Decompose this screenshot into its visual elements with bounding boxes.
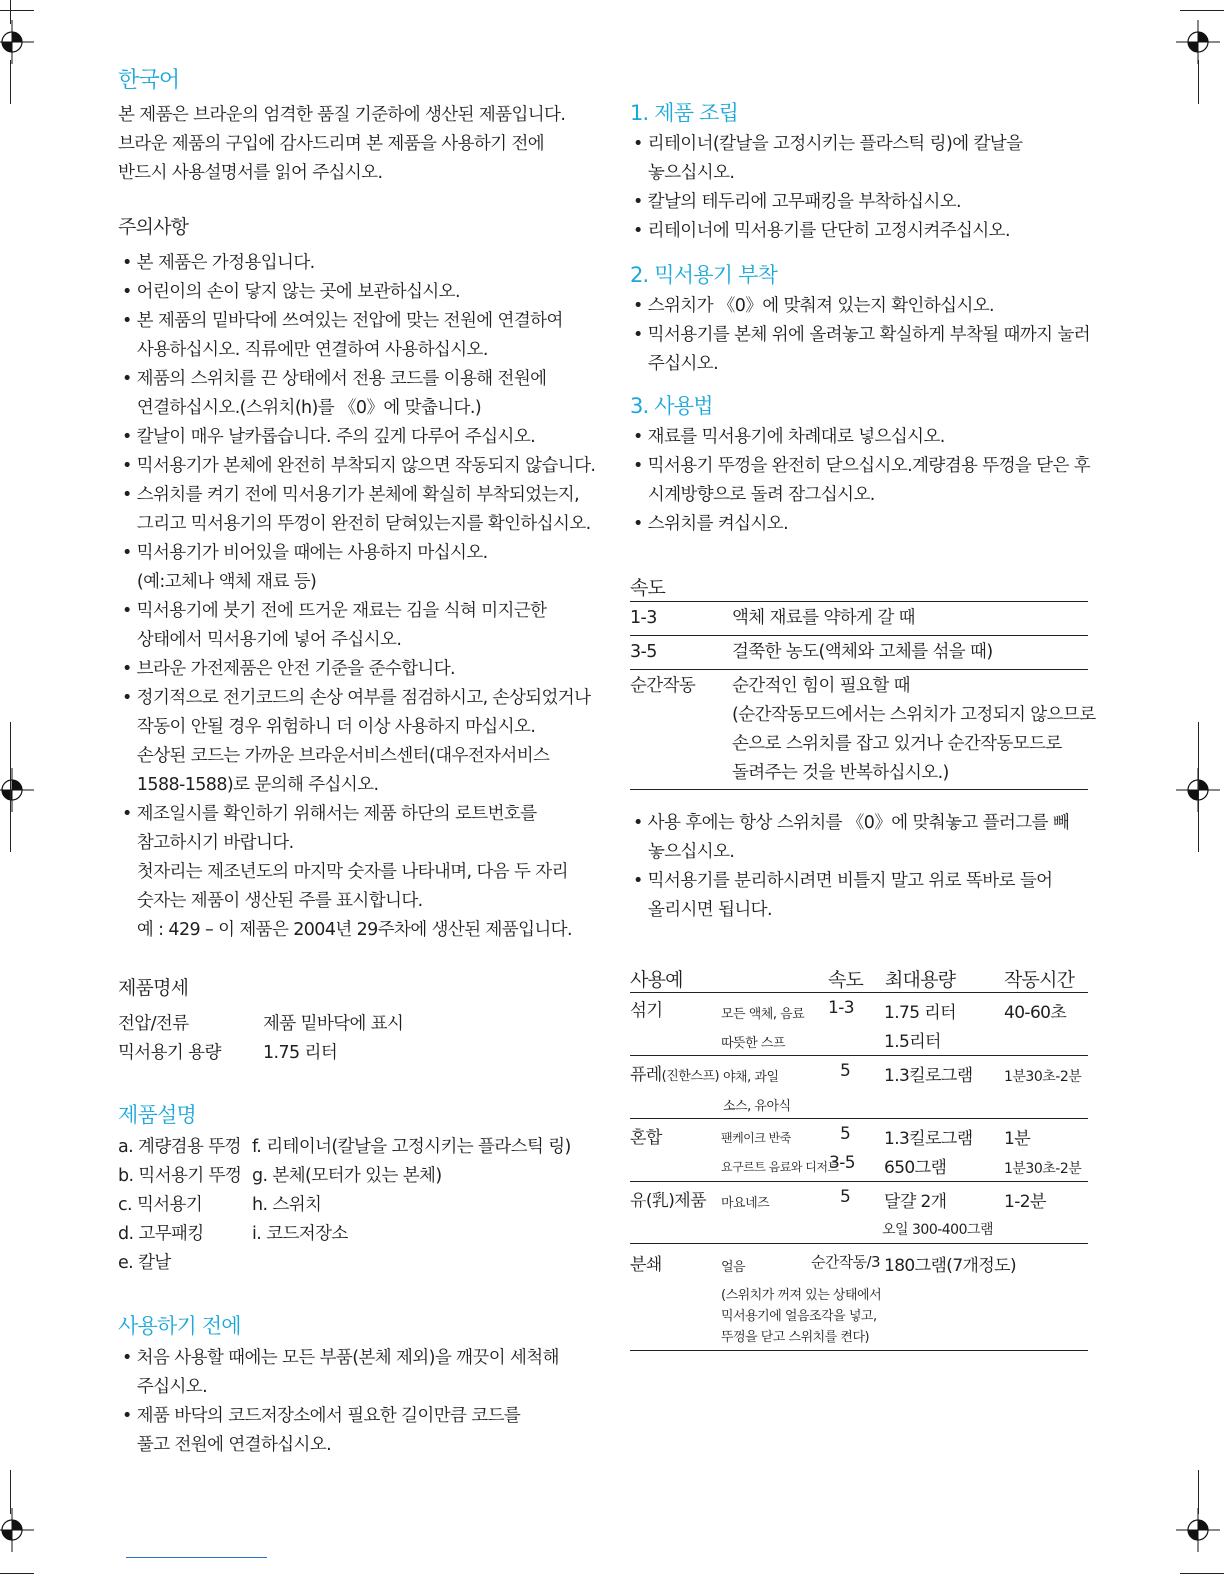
caution-line: 숫자는 제품이 생산된 주를 표시합니다. xyxy=(122,891,423,911)
usage-item: 요구르트 음료와 디저트 xyxy=(721,1160,839,1174)
attach-line: • 스위치가 《0》에 맞춰져 있는지 확인하십시오. xyxy=(633,296,995,316)
usage-max: 180그램(7개정도) xyxy=(884,1256,1017,1276)
usage-speed: 5 xyxy=(840,1061,851,1081)
caution-line: • 제품의 스위치를 끈 상태에서 전용 코드를 이용해 전원에 xyxy=(122,369,547,389)
assembly-line: 놓으십시오. xyxy=(633,163,735,183)
section-assembly-title: 1. 제품 조립 xyxy=(630,101,739,125)
part-label: h. 스위치 xyxy=(252,1195,322,1215)
usage-time: 1-2분 xyxy=(1004,1192,1046,1212)
usage-table-rule xyxy=(630,1181,1088,1182)
part-label: e. 칼날 xyxy=(118,1253,171,1273)
after-line: 놓으십시오. xyxy=(633,842,735,862)
usage-item: 팬케이크 반죽 xyxy=(721,1131,791,1145)
registration-mark-bottom-right xyxy=(1176,1508,1220,1552)
intro-line: 브라운 제품의 구입에 감사드리며 본 제품을 사용하기 전에 xyxy=(118,134,545,154)
usage-time: 1분30초-2분 xyxy=(1004,1069,1082,1085)
intro-line: 반드시 사용설명서를 읽어 주십시오. xyxy=(118,163,383,183)
caution-line: 참고하시기 바랍니다. xyxy=(122,833,294,853)
usage-table-rule xyxy=(630,992,1088,993)
attach-list xyxy=(633,292,1090,379)
speed-title: 속도 xyxy=(630,577,666,599)
usage-max: 1.75 리터 xyxy=(884,1003,956,1023)
usage-item: 야채, 과일 xyxy=(723,1070,779,1085)
caution-line: 사용하십시오. 직류에만 연결하여 사용하십시오. xyxy=(122,340,488,360)
usage-category: 분쇄 xyxy=(630,1255,662,1275)
usage-line: • 재료를 믹서용기에 차례대로 넣으십시오. xyxy=(633,427,945,447)
part-label: c. 믹서용기 xyxy=(118,1195,203,1215)
footer-rule xyxy=(126,1557,267,1558)
description-col-2 xyxy=(252,1133,571,1249)
speed-desc: 돌려주는 것을 반복하십시오.) xyxy=(732,763,949,783)
after-use-list xyxy=(633,809,1069,925)
description-col-1 xyxy=(118,1133,241,1278)
caution-line: (예:고체나 액체 재료 등) xyxy=(122,572,317,592)
usage-header-speed: 속도 xyxy=(828,969,864,991)
usage-category: 유(乳)제품 xyxy=(630,1191,706,1211)
usage-category-note: (진한스프) xyxy=(661,1069,720,1084)
caution-line: 작동이 안될 경우 위험하니 더 이상 사용하지 마십시오. xyxy=(122,717,536,737)
usage-category: 섞기 xyxy=(630,1001,663,1021)
part-label: g. 본체(모터가 있는 본체) xyxy=(252,1166,442,1186)
speed-desc-block xyxy=(732,672,1096,788)
usage-max: 650그램 xyxy=(884,1158,947,1178)
usage-table-rule xyxy=(630,1118,1088,1119)
speed-table-rule xyxy=(630,669,1088,670)
spec-value: 제품 밑바닥에 표시 xyxy=(263,1014,404,1034)
caution-line: 첫자리는 제조년도의 마지막 숫자를 나타내며, 다음 두 자리 xyxy=(122,862,568,882)
attach-line: • 믹서용기를 본체 위에 올려놓고 확실하게 부착될 때까지 눌러 xyxy=(633,325,1091,345)
usage-item: 얼음 xyxy=(721,1260,746,1275)
crop-line-right-top xyxy=(1198,60,1199,104)
caution-line: • 정기적으로 전기코드의 손상 여부를 점검하시고, 손상되었거나 xyxy=(122,688,591,708)
after-line: • 믹서용기를 분리하시려면 비틀지 말고 위로 똑바로 들어 xyxy=(633,871,1053,891)
after-line: 올리시면 됩니다. xyxy=(633,900,772,920)
speed-value: 3-5 xyxy=(630,642,657,662)
spec-title: 제품명세 xyxy=(118,977,189,999)
assembly-line: • 칼날의 테두리에 고무패킹을 부착하십시오. xyxy=(633,192,962,212)
before-line: • 처음 사용할 때에는 모든 부품(본체 제외)을 깨끗이 세척해 xyxy=(122,1348,559,1368)
registration-mark-top-left xyxy=(0,20,34,64)
caution-line: 1588-1588)로 문의해 주십시오. xyxy=(122,775,379,795)
section-usage-title: 3. 사용법 xyxy=(630,394,713,418)
spec-value: 1.75 리터 xyxy=(263,1043,338,1063)
usage-max: 1.5리터 xyxy=(884,1032,941,1052)
usage-speed: 5 xyxy=(840,1187,851,1207)
usage-item: 따뜻한 스프 xyxy=(721,1036,785,1051)
usage-category-main: 퓨레 xyxy=(630,1065,662,1085)
usage-item: 마요네즈 xyxy=(721,1196,770,1211)
usage-max: 1.3킬로그램 xyxy=(884,1129,973,1149)
usage-header-time: 작동시간 xyxy=(1004,969,1075,991)
registration-mark-mid-left xyxy=(0,768,34,812)
speed-table-rule xyxy=(630,601,1088,602)
speed-value: 1-3 xyxy=(630,608,657,628)
speed-desc: 손으로 스위치를 잡고 있거나 순간작동모드로 xyxy=(732,734,1062,754)
part-label: f. 리테이너(칼날을 고정시키는 플라스틱 링) xyxy=(252,1137,571,1157)
caution-line: • 제조일시를 확인하기 위해서는 제품 하단의 로트번호를 xyxy=(122,804,537,824)
caution-line: • 어린이의 손이 닿지 않는 곳에 보관하십시오. xyxy=(122,282,460,302)
caution-line: 예 : 429 – 이 제품은 2004년 29주차에 생산된 제품입니다. xyxy=(122,920,572,940)
caution-line: • 본 제품의 밑바닥에 쓰여있는 전압에 맞는 전원에 연결하여 xyxy=(122,311,563,331)
caution-line: • 본 제품은 가정용입니다. xyxy=(122,253,315,273)
usage-max: 달걀 2개 xyxy=(884,1192,947,1212)
caution-line: 연결하십시오.(스위치(h)를 《0》에 맞춥니다.) xyxy=(122,398,482,418)
caution-line: • 믹서용기에 붓기 전에 뜨거운 재료는 김을 식혀 미지근한 xyxy=(122,601,547,621)
crop-line-bottom-right-h xyxy=(1180,1573,1224,1574)
speed-desc: 순간적인 힘이 필요할 때 xyxy=(732,676,910,696)
caution-title: 주의사항 xyxy=(118,216,189,238)
crop-line-bottom-right xyxy=(1198,1470,1199,1514)
usage-item: 모든 액체, 음료 xyxy=(721,1007,805,1022)
usage-max: 오일 300-400그램 xyxy=(882,1222,994,1238)
before-line: 주십시오. xyxy=(122,1377,208,1397)
crop-line-right-top-h xyxy=(1180,10,1224,11)
before-line: • 제품 바닥의 코드저장소에서 필요한 길이만큼 코드를 xyxy=(122,1406,521,1426)
usage-header-max: 최대용량 xyxy=(885,969,956,991)
before-use-title: 사용하기 전에 xyxy=(118,1314,241,1338)
usage-speed: 3-5 xyxy=(829,1153,855,1173)
speed-desc: (순간작동모드에서는 스위치가 고정되지 않으므로 xyxy=(732,705,1096,725)
crop-line-bottom-left xyxy=(10,1470,11,1514)
part-label: b. 믹서용기 뚜껑 xyxy=(118,1166,242,1186)
usage-time: 1분 xyxy=(1004,1129,1031,1149)
speed-table-rule xyxy=(630,635,1088,636)
caution-line: • 스위치를 켜기 전에 믹서용기가 본체에 확실히 부착되었는지, xyxy=(122,485,580,505)
registration-mark-top-right xyxy=(1176,20,1220,64)
usage-item: 소스, 유아식 xyxy=(723,1099,791,1114)
usage-item: 믹서용기에 얼음조각을 넣고, xyxy=(721,1309,877,1324)
usage-time: 40-60초 xyxy=(1004,1003,1067,1023)
caution-line: • 칼날이 매우 날카롭습니다. 주의 깊게 다루어 주십시오. xyxy=(122,427,536,447)
assembly-list xyxy=(633,130,1022,246)
speed-value: 순간작동 xyxy=(630,676,696,696)
crop-line-left-top xyxy=(10,60,11,104)
usage-speed: 5 xyxy=(840,1124,851,1144)
crop-line-bottom-left-h xyxy=(0,1573,34,1574)
speed-desc: 걸쭉한 농도(액체와 고체를 섞을 때) xyxy=(732,642,993,662)
usage-line: • 스위치를 켜십시오. xyxy=(633,514,789,534)
usage-table-rule xyxy=(630,1055,1088,1056)
section-attach-title: 2. 믹서용기 부착 xyxy=(630,263,778,287)
after-line: • 사용 후에는 항상 스위치를 《0》에 맞춰놓고 플러그를 빼 xyxy=(633,813,1070,833)
crop-line-mid-left xyxy=(10,722,11,852)
caution-list xyxy=(122,249,595,945)
usage-category: 혼합 xyxy=(630,1128,662,1148)
usage-table-rule xyxy=(630,1243,1088,1244)
description-title: 제품설명 xyxy=(118,1103,196,1127)
spec-label: 믹서용기 용량 xyxy=(118,1043,221,1063)
speed-desc: 액체 재료를 약하게 갈 때 xyxy=(732,608,915,628)
language-title: 한국어 xyxy=(118,68,180,93)
crop-line-mid-right xyxy=(1198,722,1199,852)
intro-line: 본 제품은 브라운의 엄격한 품질 기준하에 생산된 제품입니다. xyxy=(118,105,566,125)
usage-steps-list xyxy=(633,423,1090,539)
registration-mark-bottom-left xyxy=(0,1508,34,1552)
usage-category xyxy=(630,1060,719,1085)
intro-block xyxy=(118,101,565,188)
usage-max: 1.3킬로그램 xyxy=(884,1066,973,1086)
caution-line: • 믹서용기가 본체에 완전히 부착되지 않으면 작동되지 않습니다. xyxy=(122,456,596,476)
before-use-list xyxy=(122,1344,559,1460)
part-label: a. 계량겸용 뚜껑 xyxy=(118,1137,241,1157)
usage-line: • 믹서용기 뚜껑을 완전히 닫으십시오.계량겸용 뚜껑을 닫은 후 xyxy=(633,456,1091,476)
part-label: i. 코드저장소 xyxy=(252,1224,348,1244)
assembly-line: • 리테이너(칼날을 고정시키는 플라스틱 링)에 칼날을 xyxy=(633,134,1023,154)
part-label: d. 고무패킹 xyxy=(118,1224,204,1244)
before-line: 풀고 전원에 연결하십시오. xyxy=(122,1435,332,1455)
usage-header-use: 사용예 xyxy=(630,969,683,991)
usage-table-rule xyxy=(630,1350,1088,1351)
caution-line: • 믹서용기가 비어있을 때에는 사용하지 마십시오. xyxy=(122,543,488,563)
usage-speed: 순간작동/3 xyxy=(811,1253,880,1271)
speed-table-rule xyxy=(630,789,1088,790)
attach-line: 주십시오. xyxy=(633,354,719,374)
caution-line: 그리고 믹서용기의 뚜껑이 완전히 닫혀있는지를 확인하십시오. xyxy=(122,514,591,534)
usage-line: 시계방향으로 돌려 잠그십시오. xyxy=(633,485,875,505)
usage-time: 1분30초-2분 xyxy=(1004,1161,1082,1177)
usage-speed: 1-3 xyxy=(828,998,854,1018)
caution-line: • 브라운 가전제품은 안전 기준을 준수합니다. xyxy=(122,659,455,679)
usage-item: (스위치가 꺼져 있는 상태에서 xyxy=(721,1288,882,1303)
assembly-line: • 리테이너에 믹서용기를 단단히 고정시켜주십시오. xyxy=(633,221,1010,241)
caution-line: 손상된 코드는 가까운 브라운서비스센터(대우전자서비스 xyxy=(122,746,550,766)
caution-line: 상태에서 믹서용기에 넣어 주십시오. xyxy=(122,630,402,650)
spec-label: 전압/전류 xyxy=(118,1014,189,1034)
usage-item: 뚜껑을 닫고 스위치를 켠다) xyxy=(721,1330,870,1345)
